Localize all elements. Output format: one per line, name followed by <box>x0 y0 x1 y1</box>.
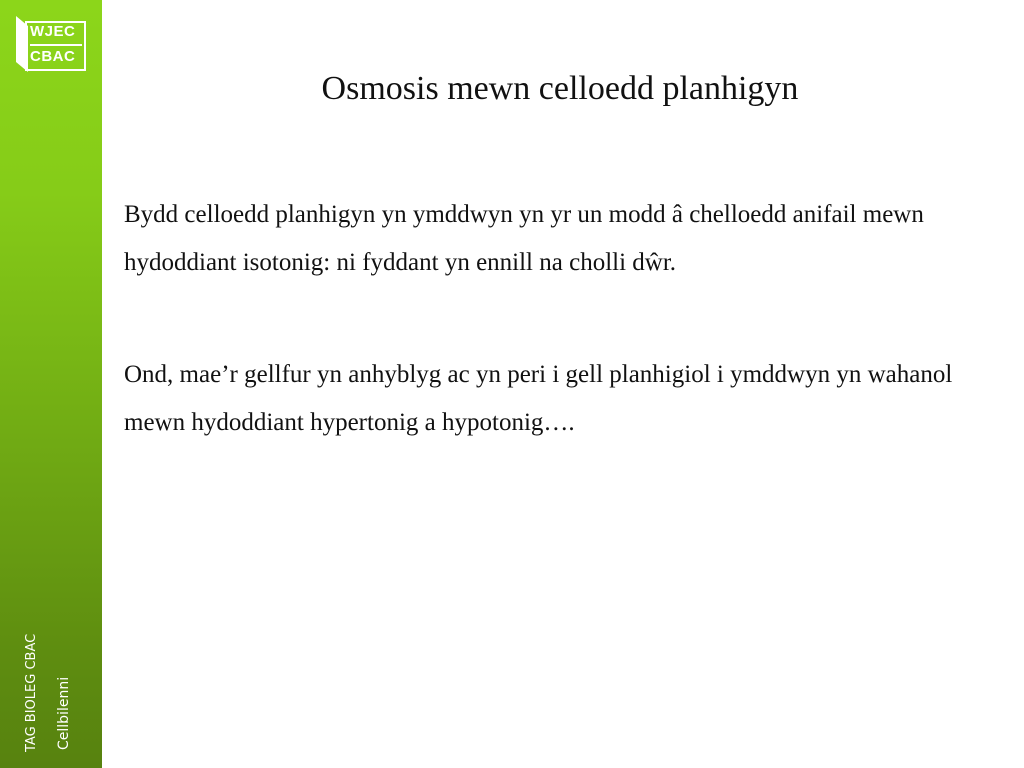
topic-label: Cellbilenni <box>56 676 72 750</box>
body-paragraph-isotonic: Bydd celloedd planhigyn yn ymddwyn yn yr un modd â chelloedd anifail mewn hydoddiant isotonig: ni fyddant yn ennill na cholli dŵr. <box>124 201 924 276</box>
slide-title: Osmosis mewn celloedd planhigyn <box>321 70 799 107</box>
body-paragraph-cell-wall: Ond, mae’r gellfur yn anhyblyg ac yn peri i gell planhigiol i ymddwyn yn wahanol mewn hydoddiant hypertonig a hypotonig…. <box>124 361 953 436</box>
course-label: TAG BIOLEG CBAC <box>24 633 39 752</box>
logo-divider <box>30 44 82 46</box>
logo-text-cbac: CBAC <box>30 48 76 65</box>
logo-text-wjec: WJEC <box>30 23 76 40</box>
sidebar <box>0 0 102 768</box>
